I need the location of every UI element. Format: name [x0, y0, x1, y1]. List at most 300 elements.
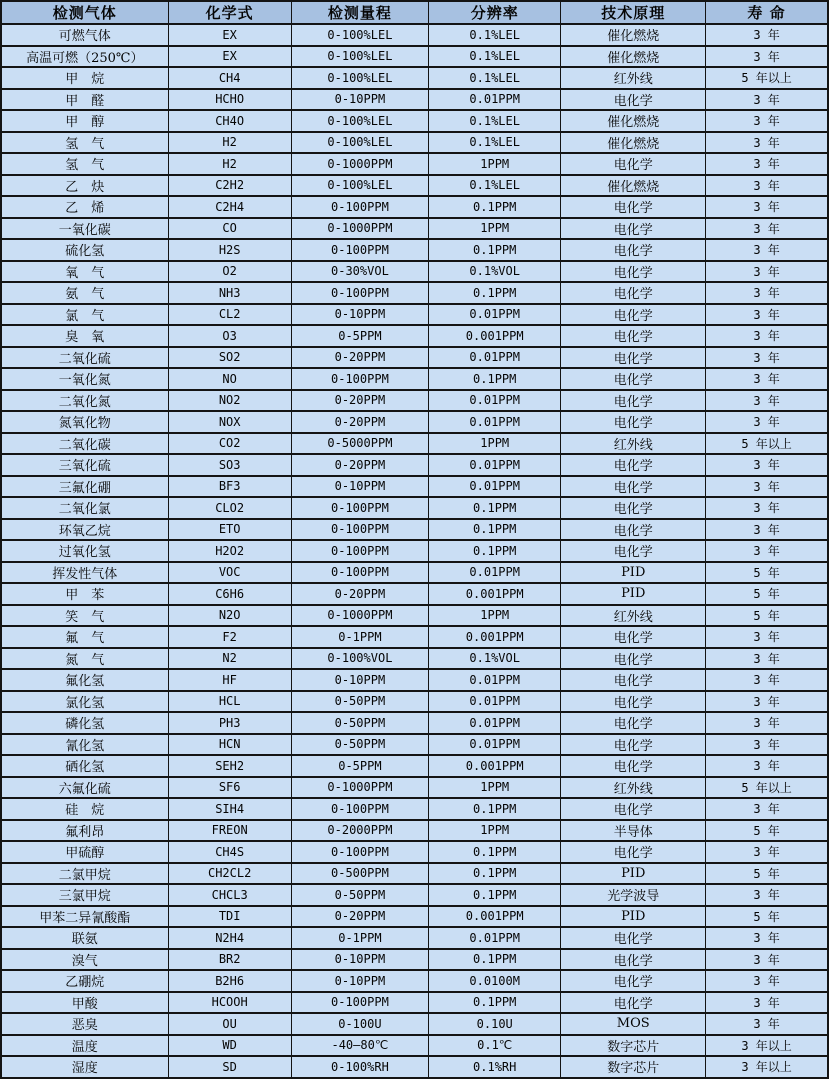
cell-lifespan: 5 年以上: [706, 777, 828, 799]
cell-formula: CHCL3: [168, 884, 291, 906]
cell-range: 0-30%VOL: [291, 261, 428, 283]
cell-range: 0-1000PPM: [291, 153, 428, 175]
table-row: [1, 648, 828, 670]
cell-gas: 一氧化氮: [1, 368, 168, 390]
cell-formula: FREON: [168, 820, 291, 842]
cell-gas: 硫化氢: [1, 239, 168, 261]
cell-formula: WD: [168, 1035, 291, 1057]
cell-range: 0-100%LEL: [291, 67, 428, 89]
cell-gas: 氟 气: [1, 626, 168, 648]
cell-formula: CH4: [168, 67, 291, 89]
cell-lifespan: 3 年: [706, 261, 828, 283]
cell-resolution: 0.1PPM: [429, 992, 561, 1014]
table-row: [1, 46, 828, 68]
cell-resolution: 0.1℃: [429, 1035, 561, 1057]
table-row: [1, 110, 828, 132]
cell-range: 0-100U: [291, 1013, 428, 1035]
cell-gas: 臭 氧: [1, 325, 168, 347]
cell-gas: 甲 苯: [1, 583, 168, 605]
cell-resolution: 1PPM: [429, 433, 561, 455]
cell-formula: HCOOH: [168, 992, 291, 1014]
table-row: [1, 325, 828, 347]
cell-resolution: 0.1PPM: [429, 239, 561, 261]
cell-gas: 氮 气: [1, 648, 168, 670]
cell-range: 0-100%LEL: [291, 46, 428, 68]
cell-formula: SIH4: [168, 798, 291, 820]
cell-gas: 二氧化氯: [1, 497, 168, 519]
cell-principle: 电化学: [561, 712, 706, 734]
cell-formula: ETO: [168, 519, 291, 541]
table-row: [1, 347, 828, 369]
cell-formula: PH3: [168, 712, 291, 734]
table-row: [1, 626, 828, 648]
cell-range: 0-500PPM: [291, 863, 428, 885]
cell-range: 0-20PPM: [291, 347, 428, 369]
cell-principle: 电化学: [561, 949, 706, 971]
table-row: [1, 497, 828, 519]
cell-principle: 电化学: [561, 476, 706, 498]
table-body: [1, 24, 828, 1078]
table-row: [1, 519, 828, 541]
table-row: [1, 433, 828, 455]
cell-principle: 电化学: [561, 540, 706, 562]
cell-resolution: 0.01PPM: [429, 476, 561, 498]
cell-range: 0-100%LEL: [291, 175, 428, 197]
table-row: [1, 454, 828, 476]
cell-lifespan: 3 年: [706, 669, 828, 691]
cell-principle: 电化学: [561, 755, 706, 777]
cell-lifespan: 3 年: [706, 841, 828, 863]
cell-formula: NH3: [168, 282, 291, 304]
cell-principle: 电化学: [561, 218, 706, 240]
cell-principle: 电化学: [561, 196, 706, 218]
cell-principle: 电化学: [561, 992, 706, 1014]
cell-resolution: 0.01PPM: [429, 390, 561, 412]
cell-lifespan: 3 年: [706, 648, 828, 670]
cell-formula: C2H2: [168, 175, 291, 197]
cell-formula: SD: [168, 1056, 291, 1078]
table-row: [1, 89, 828, 111]
cell-resolution: 0.01PPM: [429, 712, 561, 734]
table-row: [1, 1035, 828, 1057]
table-row: [1, 669, 828, 691]
cell-resolution: 0.1%VOL: [429, 261, 561, 283]
cell-gas: 磷化氢: [1, 712, 168, 734]
cell-principle: 电化学: [561, 734, 706, 756]
cell-resolution: 0.01PPM: [429, 691, 561, 713]
cell-principle: PID: [561, 583, 706, 605]
cell-formula: SO2: [168, 347, 291, 369]
cell-range: 0-100PPM: [291, 540, 428, 562]
cell-formula: CH4O: [168, 110, 291, 132]
cell-resolution: 0.1%RH: [429, 1056, 561, 1078]
cell-resolution: 0.10U: [429, 1013, 561, 1035]
cell-principle: 电化学: [561, 454, 706, 476]
table-row: [1, 67, 828, 89]
cell-formula: H2S: [168, 239, 291, 261]
cell-range: 0-10PPM: [291, 304, 428, 326]
cell-resolution: 0.1PPM: [429, 519, 561, 541]
cell-formula: TDI: [168, 906, 291, 928]
table-row: [1, 691, 828, 713]
cell-gas: 氰化氢: [1, 734, 168, 756]
cell-resolution: 1PPM: [429, 777, 561, 799]
cell-formula: O2: [168, 261, 291, 283]
cell-principle: 电化学: [561, 497, 706, 519]
cell-range: 0-100%LEL: [291, 110, 428, 132]
cell-gas: 氟化氢: [1, 669, 168, 691]
table-row: [1, 132, 828, 154]
cell-lifespan: 5 年以上: [706, 67, 828, 89]
cell-resolution: 1PPM: [429, 820, 561, 842]
cell-lifespan: 3 年: [706, 712, 828, 734]
cell-formula: HCHO: [168, 89, 291, 111]
cell-resolution: 0.1%LEL: [429, 175, 561, 197]
cell-gas: 六氟化硫: [1, 777, 168, 799]
cell-resolution: 0.1%LEL: [429, 24, 561, 46]
cell-lifespan: 5 年: [706, 605, 828, 627]
cell-gas: 硅 烷: [1, 798, 168, 820]
cell-range: 0-20PPM: [291, 411, 428, 433]
cell-range: 0-5PPM: [291, 755, 428, 777]
cell-gas: 溴气: [1, 949, 168, 971]
cell-principle: 电化学: [561, 89, 706, 111]
cell-principle: PID: [561, 863, 706, 885]
cell-principle: 红外线: [561, 67, 706, 89]
table-row: [1, 755, 828, 777]
table-row: [1, 712, 828, 734]
cell-resolution: 0.1%LEL: [429, 67, 561, 89]
cell-resolution: 0.001PPM: [429, 755, 561, 777]
cell-gas: 一氧化碳: [1, 218, 168, 240]
cell-range: 0-1000PPM: [291, 605, 428, 627]
cell-range: 0-10PPM: [291, 949, 428, 971]
cell-lifespan: 3 年以上: [706, 1035, 828, 1057]
cell-formula: EX: [168, 46, 291, 68]
table-row: [1, 927, 828, 949]
cell-resolution: 1PPM: [429, 605, 561, 627]
cell-gas: 可燃气体: [1, 24, 168, 46]
cell-formula: N2H4: [168, 927, 291, 949]
cell-range: 0-50PPM: [291, 734, 428, 756]
cell-principle: 电化学: [561, 970, 706, 992]
cell-formula: CO2: [168, 433, 291, 455]
table-row: [1, 411, 828, 433]
cell-resolution: 0.01PPM: [429, 411, 561, 433]
cell-range: 0-20PPM: [291, 390, 428, 412]
cell-principle: 红外线: [561, 433, 706, 455]
cell-lifespan: 3 年: [706, 970, 828, 992]
cell-formula: HCN: [168, 734, 291, 756]
table-row: [1, 884, 828, 906]
table-row: [1, 798, 828, 820]
cell-resolution: 0.1PPM: [429, 540, 561, 562]
cell-lifespan: 3 年: [706, 325, 828, 347]
cell-principle: 催化燃烧: [561, 175, 706, 197]
cell-gas: 甲 醛: [1, 89, 168, 111]
cell-resolution: 0.1PPM: [429, 798, 561, 820]
table-row: [1, 583, 828, 605]
cell-gas: 氧 气: [1, 261, 168, 283]
cell-range: 0-20PPM: [291, 906, 428, 928]
cell-principle: 电化学: [561, 153, 706, 175]
table-row: [1, 175, 828, 197]
cell-resolution: 0.01PPM: [429, 454, 561, 476]
cell-range: 0-1PPM: [291, 927, 428, 949]
cell-gas: 甲硫醇: [1, 841, 168, 863]
cell-resolution: 0.01PPM: [429, 669, 561, 691]
cell-gas: 氢 气: [1, 132, 168, 154]
cell-lifespan: 3 年: [706, 153, 828, 175]
cell-range: 0-5PPM: [291, 325, 428, 347]
cell-resolution: 0.1PPM: [429, 884, 561, 906]
cell-lifespan: 5 年: [706, 863, 828, 885]
column-header-range: 检测量程: [291, 1, 428, 24]
cell-formula: CL2: [168, 304, 291, 326]
cell-range: 0-20PPM: [291, 583, 428, 605]
cell-lifespan: 3 年: [706, 454, 828, 476]
cell-formula: H2O2: [168, 540, 291, 562]
cell-formula: BR2: [168, 949, 291, 971]
cell-principle: 电化学: [561, 927, 706, 949]
cell-lifespan: 3 年: [706, 626, 828, 648]
cell-formula: SO3: [168, 454, 291, 476]
table-row: [1, 196, 828, 218]
cell-formula: NO2: [168, 390, 291, 412]
cell-principle: PID: [561, 906, 706, 928]
cell-range: 0-100%LEL: [291, 132, 428, 154]
cell-resolution: 0.01PPM: [429, 927, 561, 949]
cell-formula: F2: [168, 626, 291, 648]
cell-gas: 氟利昂: [1, 820, 168, 842]
cell-resolution: 0.01PPM: [429, 734, 561, 756]
table-row: [1, 777, 828, 799]
cell-lifespan: 3 年: [706, 540, 828, 562]
table-row: [1, 820, 828, 842]
cell-principle: 电化学: [561, 390, 706, 412]
cell-resolution: 0.1%LEL: [429, 46, 561, 68]
cell-lifespan: 3 年: [706, 949, 828, 971]
cell-lifespan: 3 年: [706, 196, 828, 218]
cell-gas: 三氧化硫: [1, 454, 168, 476]
cell-formula: C2H4: [168, 196, 291, 218]
cell-principle: 半导体: [561, 820, 706, 842]
table-row: [1, 239, 828, 261]
cell-principle: 电化学: [561, 691, 706, 713]
cell-formula: SEH2: [168, 755, 291, 777]
table-row: [1, 1056, 828, 1078]
cell-principle: 电化学: [561, 304, 706, 326]
table-row: [1, 153, 828, 175]
cell-lifespan: 3 年: [706, 282, 828, 304]
table-row: [1, 24, 828, 46]
cell-resolution: 0.0100M: [429, 970, 561, 992]
cell-resolution: 1PPM: [429, 218, 561, 240]
cell-lifespan: 3 年: [706, 755, 828, 777]
cell-gas: 硒化氢: [1, 755, 168, 777]
table-row: [1, 949, 828, 971]
cell-principle: 催化燃烧: [561, 46, 706, 68]
cell-range: 0-100%LEL: [291, 24, 428, 46]
cell-range: 0-1000PPM: [291, 218, 428, 240]
cell-formula: HF: [168, 669, 291, 691]
cell-principle: 红外线: [561, 777, 706, 799]
cell-lifespan: 3 年: [706, 497, 828, 519]
cell-formula: N2O: [168, 605, 291, 627]
cell-resolution: 0.1PPM: [429, 497, 561, 519]
cell-formula: CO: [168, 218, 291, 240]
cell-resolution: 1PPM: [429, 153, 561, 175]
cell-lifespan: 3 年: [706, 304, 828, 326]
table-row: [1, 476, 828, 498]
cell-resolution: 0.01PPM: [429, 89, 561, 111]
cell-resolution: 0.1%LEL: [429, 110, 561, 132]
cell-gas: 氨 气: [1, 282, 168, 304]
cell-range: 0-100PPM: [291, 519, 428, 541]
cell-lifespan: 5 年: [706, 906, 828, 928]
cell-principle: 电化学: [561, 411, 706, 433]
cell-principle: 光学波导: [561, 884, 706, 906]
cell-lifespan: 5 年: [706, 562, 828, 584]
cell-gas: 乙硼烷: [1, 970, 168, 992]
cell-range: 0-50PPM: [291, 691, 428, 713]
cell-formula: OU: [168, 1013, 291, 1035]
cell-range: 0-10PPM: [291, 476, 428, 498]
cell-lifespan: 3 年: [706, 46, 828, 68]
cell-range: 0-100PPM: [291, 368, 428, 390]
column-header-formula: 化学式: [168, 1, 291, 24]
cell-principle: 电化学: [561, 648, 706, 670]
cell-lifespan: 3 年以上: [706, 1056, 828, 1078]
cell-gas: 氢 气: [1, 153, 168, 175]
cell-formula: NO: [168, 368, 291, 390]
cell-lifespan: 3 年: [706, 1013, 828, 1035]
column-header-principle: 技术原理: [561, 1, 706, 24]
cell-principle: 红外线: [561, 605, 706, 627]
table-row: [1, 282, 828, 304]
cell-range: -40—80℃: [291, 1035, 428, 1057]
cell-range: 0-100PPM: [291, 562, 428, 584]
cell-range: 0-100PPM: [291, 798, 428, 820]
table-row: [1, 841, 828, 863]
cell-lifespan: 3 年: [706, 132, 828, 154]
table-row: [1, 906, 828, 928]
cell-range: 0-50PPM: [291, 712, 428, 734]
cell-range: 0-10PPM: [291, 669, 428, 691]
cell-resolution: 0.1PPM: [429, 863, 561, 885]
cell-range: 0-10PPM: [291, 89, 428, 111]
cell-resolution: 0.1%LEL: [429, 132, 561, 154]
cell-lifespan: 3 年: [706, 411, 828, 433]
cell-lifespan: 3 年: [706, 347, 828, 369]
cell-gas: 二氧化氮: [1, 390, 168, 412]
cell-lifespan: 3 年: [706, 110, 828, 132]
cell-principle: 电化学: [561, 669, 706, 691]
cell-resolution: 0.001PPM: [429, 626, 561, 648]
column-header-gas: 检测气体: [1, 1, 168, 24]
cell-resolution: 0.01PPM: [429, 304, 561, 326]
cell-gas: 甲酸: [1, 992, 168, 1014]
cell-principle: 电化学: [561, 325, 706, 347]
cell-gas: 三氟化硼: [1, 476, 168, 498]
cell-gas: 过氧化氢: [1, 540, 168, 562]
table-row: [1, 734, 828, 756]
cell-resolution: 0.01PPM: [429, 347, 561, 369]
cell-lifespan: 3 年: [706, 992, 828, 1014]
cell-principle: 电化学: [561, 282, 706, 304]
cell-gas: 温度: [1, 1035, 168, 1057]
cell-lifespan: 3 年: [706, 175, 828, 197]
cell-lifespan: 3 年: [706, 734, 828, 756]
cell-range: 0-50PPM: [291, 884, 428, 906]
cell-lifespan: 3 年: [706, 798, 828, 820]
column-header-lifespan: 寿 命: [706, 1, 828, 24]
cell-range: 0-5000PPM: [291, 433, 428, 455]
cell-gas: 三氯甲烷: [1, 884, 168, 906]
cell-principle: 电化学: [561, 841, 706, 863]
cell-formula: SF6: [168, 777, 291, 799]
cell-gas: 乙 炔: [1, 175, 168, 197]
cell-lifespan: 3 年: [706, 519, 828, 541]
cell-range: 0-2000PPM: [291, 820, 428, 842]
cell-principle: PID: [561, 562, 706, 584]
table-row: [1, 218, 828, 240]
table-row: [1, 390, 828, 412]
cell-formula: VOC: [168, 562, 291, 584]
cell-range: 0-100PPM: [291, 497, 428, 519]
cell-lifespan: 3 年: [706, 390, 828, 412]
table-row: [1, 368, 828, 390]
cell-range: 0-100PPM: [291, 282, 428, 304]
cell-gas: 甲苯二异氰酸酯: [1, 906, 168, 928]
cell-gas: 笑 气: [1, 605, 168, 627]
cell-gas: 高温可燃（250℃）: [1, 46, 168, 68]
cell-resolution: 0.1PPM: [429, 196, 561, 218]
cell-gas: 湿度: [1, 1056, 168, 1078]
table-row: [1, 562, 828, 584]
cell-resolution: 0.001PPM: [429, 583, 561, 605]
cell-principle: 数字芯片: [561, 1035, 706, 1057]
cell-resolution: 0.1PPM: [429, 949, 561, 971]
cell-resolution: 0.01PPM: [429, 562, 561, 584]
table-row: [1, 863, 828, 885]
cell-principle: 电化学: [561, 347, 706, 369]
cell-lifespan: 5 年以上: [706, 433, 828, 455]
cell-gas: 二氯甲烷: [1, 863, 168, 885]
cell-formula: O3: [168, 325, 291, 347]
table-row: [1, 970, 828, 992]
cell-gas: 甲 烷: [1, 67, 168, 89]
cell-formula: CH2CL2: [168, 863, 291, 885]
cell-range: 0-10PPM: [291, 970, 428, 992]
cell-gas: 挥发性气体: [1, 562, 168, 584]
header-row: [1, 1, 828, 24]
cell-gas: 恶臭: [1, 1013, 168, 1035]
cell-gas: 乙 烯: [1, 196, 168, 218]
cell-resolution: 0.1PPM: [429, 841, 561, 863]
cell-range: 0-1000PPM: [291, 777, 428, 799]
cell-lifespan: 3 年: [706, 476, 828, 498]
cell-lifespan: 3 年: [706, 927, 828, 949]
cell-range: 0-100%RH: [291, 1056, 428, 1078]
table-row: [1, 261, 828, 283]
cell-lifespan: 3 年: [706, 239, 828, 261]
cell-principle: 催化燃烧: [561, 110, 706, 132]
cell-lifespan: 3 年: [706, 24, 828, 46]
cell-formula: B2H6: [168, 970, 291, 992]
cell-gas: 甲 醇: [1, 110, 168, 132]
cell-formula: NOX: [168, 411, 291, 433]
